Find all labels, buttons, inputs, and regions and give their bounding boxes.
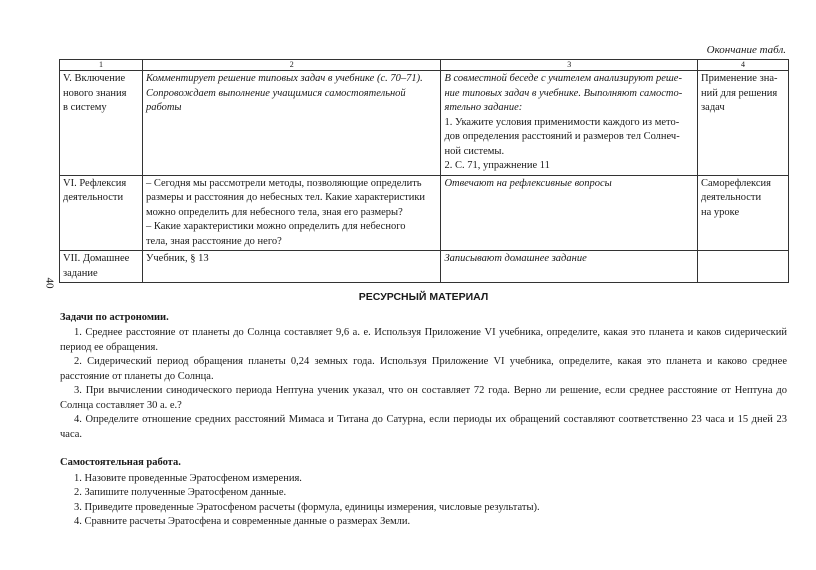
independent-item: 3. Приведите проведенные Эратосфеном расчеты (формула, единицы измерения, числовые результаты).: [74, 501, 540, 513]
result-cell: [698, 175, 789, 251]
resource-section: [60, 290, 787, 530]
text-line: Сопровождает выполнение учащимися самостоятельной: [145, 87, 406, 99]
text-line: задач: [701, 102, 725, 113]
text-line: – Какие характеристики можно определить для небесного: [145, 221, 406, 232]
column-number: 3: [441, 60, 698, 71]
text-line: Учебник, § 13: [145, 253, 209, 264]
column-number: 2: [142, 60, 441, 71]
independent-item: 2. Запишите полученные Эратосфеном данные.: [74, 487, 287, 498]
text-line: 2. С. 71, упражнение 11: [444, 160, 550, 171]
text-line: VI. Рефлексия: [63, 177, 127, 189]
page-number: 40: [43, 277, 56, 289]
text-line: можно определить для небесного тела, зная его размеры?: [145, 206, 403, 218]
independent-item: 1. Назовите проведенные Эратосфеном измерения.: [74, 472, 302, 484]
text-line: – Сегодня мы рассмотрели методы, позволяющие определить: [145, 177, 422, 189]
text-line: работы: [145, 102, 182, 113]
text-line: на уроке: [701, 206, 740, 218]
section-title: РЕСУРСНЫЙ МАТЕРИАЛ: [358, 291, 489, 303]
result-cell: [698, 251, 789, 283]
stage-cell: [60, 251, 143, 283]
table-row: [60, 175, 789, 251]
table-row: [60, 251, 789, 283]
text-line: нового знания: [63, 87, 127, 99]
text-line: ние типовых задач в учебнике. Выполняют самосто-: [444, 87, 683, 99]
lesson-stages-table: [59, 59, 789, 283]
text-line: Комментирует решение типовых задач в учебнике (с. 70–71).: [145, 73, 423, 84]
table-continued-label: Окончание табл.: [706, 44, 786, 56]
text-line: Саморефлексия: [701, 177, 772, 189]
task-item: 4. Определите отношение средних расстояний Мимаса и Титана до Сатурна, если периоды их обращений составляют соответственно 23 часа и 15 дней 23 часа.: [60, 414, 787, 440]
independent-item: 4. Сравните расчеты Эратосфена и современные данные о размерах Земли.: [74, 516, 411, 527]
student-activity-cell: [441, 175, 698, 251]
text-line: Применение зна-: [701, 73, 778, 84]
astronomy-tasks-heading: Задачи по астрономии.: [60, 311, 169, 323]
table-row: [60, 71, 789, 176]
teacher-activity-cell: [142, 71, 441, 176]
stage-cell: [60, 175, 143, 251]
result-cell: [698, 71, 789, 176]
text-line: 1. Укажите условия применимости каждого из мето-: [444, 116, 680, 128]
text-line: дов определения расстояний и размеров тел Солнеч-: [444, 131, 680, 142]
column-number-row: [60, 60, 789, 71]
text-line: ний для решения: [701, 87, 778, 99]
text-line: V. Включение: [63, 73, 126, 84]
stage-cell: [60, 71, 143, 176]
text-line: деятельности: [63, 192, 124, 203]
text-line: ной системы.: [444, 145, 505, 157]
text-line: Отвечают на рефлексивные вопросы: [444, 177, 612, 189]
task-item: 3. При вычислении синодического периода Нептуна ученик указал, что он составляет 72 года. Верно ли решение, если среднее расстояние от Нептуна до Солнца составляет 30 а. е.?: [60, 385, 787, 411]
student-activity-cell: [441, 251, 698, 283]
independent-work-heading: Самостоятельная работа.: [60, 457, 181, 468]
text-line: Записывают домашнее задание: [444, 253, 587, 264]
text-line: В совместной беседе с учителем анализируют реше-: [444, 73, 682, 84]
text-line: деятельности: [701, 192, 762, 203]
task-item: 1. Среднее расстояние от планеты до Солнца составляет 9,6 а. е. Используя Приложение VI учебника, определите, какая это планета и каков сидерический период ее обращения.: [60, 327, 787, 353]
student-activity-cell: [441, 71, 698, 176]
text-line: ятельно задание:: [444, 102, 523, 113]
text-line: тела, зная расстояние до него?: [145, 235, 282, 247]
task-item: 2. Сидерический период обращения планеты 0,24 земных года. Используя Приложение VI учебника, определите, какая это планета и каково среднее расстояние от планеты до Солнца.: [60, 356, 787, 382]
column-number: 1: [60, 60, 143, 71]
teacher-activity-cell: [142, 251, 441, 283]
text-line: размеры и расстояния до небесных тел. Какие характеристики: [145, 192, 426, 203]
text-line: в систему: [63, 102, 107, 113]
column-number: 4: [698, 60, 789, 71]
teacher-activity-cell: [142, 175, 441, 251]
text-line: задание: [63, 267, 98, 279]
text-line: VII. Домашнее: [63, 253, 130, 264]
